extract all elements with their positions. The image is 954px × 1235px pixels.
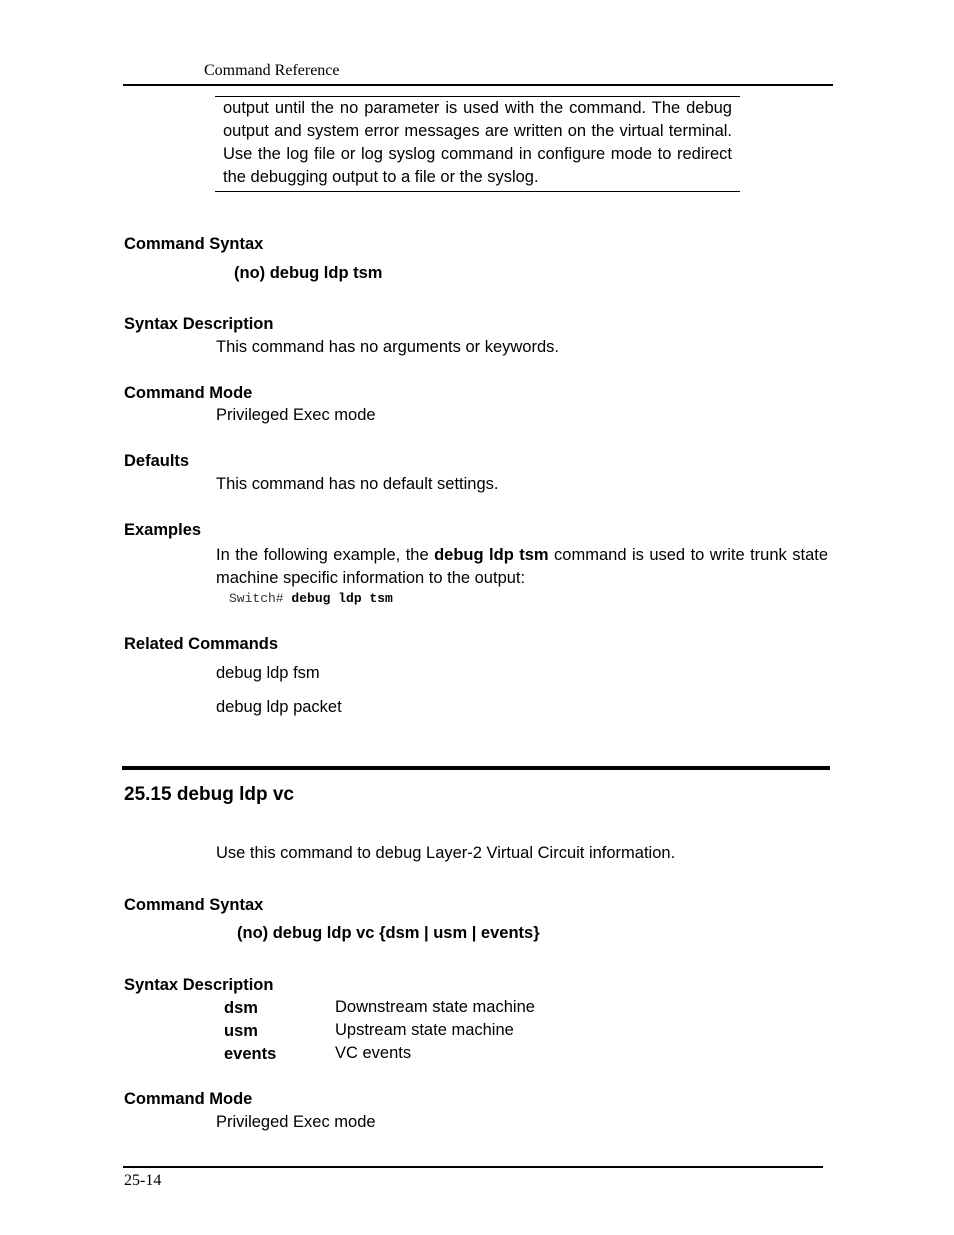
section-title: 25.15 debug ldp vc <box>124 784 294 805</box>
tsm-desc-heading: Syntax Description <box>124 315 274 333</box>
param-desc-events: VC events <box>335 1044 412 1062</box>
tsm-defaults-heading: Defaults <box>124 452 190 470</box>
tsm-syntax-heading: Command Syntax <box>124 235 264 253</box>
section-rule <box>122 766 830 770</box>
vc-mode: Privileged Exec mode <box>216 1113 376 1131</box>
param-keyword-dsm: dsm <box>224 999 258 1017</box>
param-keyword-usm: usm <box>224 1022 258 1040</box>
vc-syntax: (no) debug ldp vc {dsm | usm | events} <box>237 924 540 942</box>
page-number: 25-14 <box>124 1172 162 1189</box>
footer-rule <box>123 1166 823 1168</box>
vc-intro: Use this command to debug Layer-2 Virtual Circuit information. <box>216 844 676 862</box>
running-header: Command Reference <box>204 62 340 79</box>
tsm-examples-heading: Examples <box>124 521 202 539</box>
param-desc-usm: Upstream state machine <box>335 1021 514 1039</box>
related-command-1: debug ldp fsm <box>216 664 320 682</box>
code-command: debug ldp tsm <box>291 591 393 606</box>
example-text-pre: In the following example, the <box>216 546 435 564</box>
tsm-defaults: This command has no default settings. <box>216 475 499 493</box>
tsm-mode: Privileged Exec mode <box>216 406 376 424</box>
code-example <box>229 591 393 606</box>
tsm-related-heading: Related Commands <box>124 635 279 653</box>
vc-mode-heading: Command Mode <box>124 1090 253 1108</box>
code-prompt: Switch# <box>229 591 284 606</box>
tsm-example-paragraph <box>216 544 828 590</box>
header-rule <box>123 84 833 86</box>
param-keyword-events: events <box>224 1045 277 1063</box>
note-box: output until the no parameter is used with the command. The debug output and system error messages are written on the virtual terminal. Use the log file or log syslog command in configure mode to redirect the debugging output to a file or the syslog. <box>215 96 740 192</box>
example-text-post: command is used to write trunk state machine specific information to the output: <box>216 546 828 587</box>
example-command: debug ldp tsm <box>434 546 549 564</box>
related-command-2: debug ldp packet <box>216 698 342 716</box>
tsm-desc: This command has no arguments or keywords. <box>216 338 559 356</box>
tsm-syntax: (no) debug ldp tsm <box>234 264 383 282</box>
vc-desc-heading: Syntax Description <box>124 976 274 994</box>
tsm-mode-heading: Command Mode <box>124 384 253 402</box>
param-desc-dsm: Downstream state machine <box>335 998 535 1016</box>
vc-syntax-heading: Command Syntax <box>124 896 264 914</box>
